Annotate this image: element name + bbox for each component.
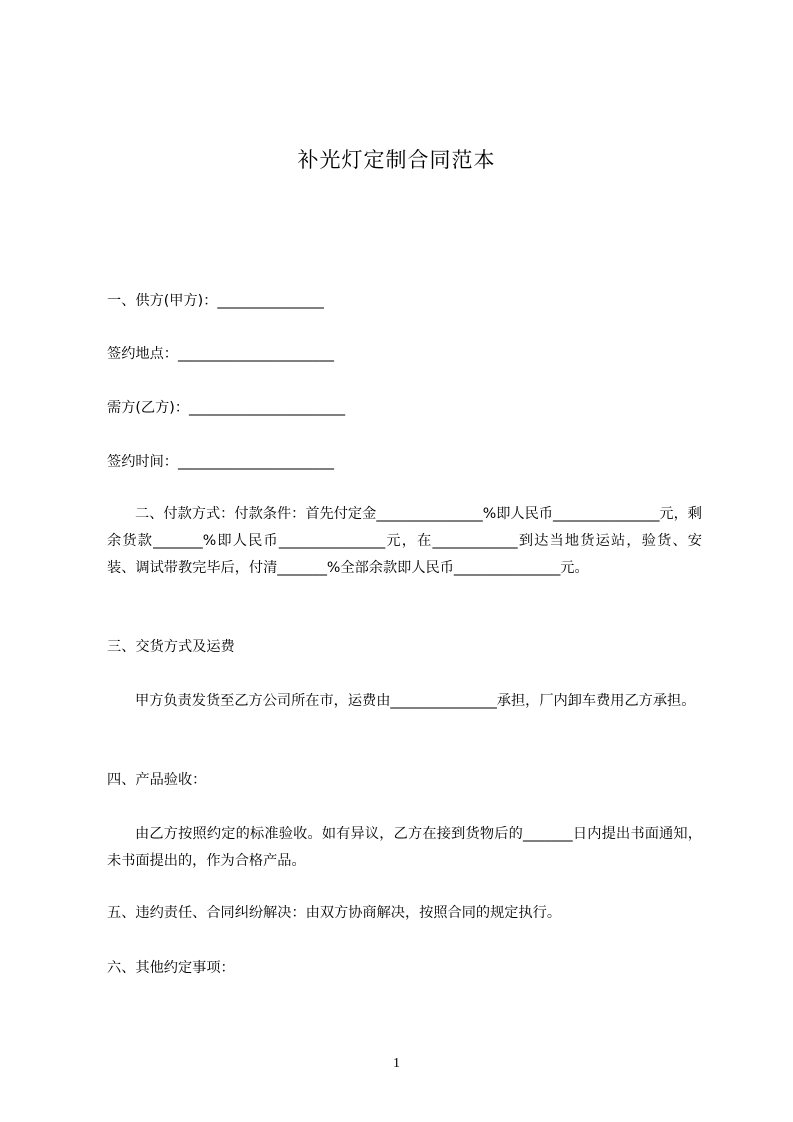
supplier-line: 一、供方(甲方)：_______________ bbox=[107, 293, 324, 309]
delivery-heading: 三、交货方式及运费 bbox=[107, 639, 235, 655]
buyer-line: 需方(乙方)：______________________ bbox=[107, 400, 346, 416]
other-terms-heading: 六、其他约定事项： bbox=[107, 960, 235, 976]
sign-place-line: 签约地点：______________________ bbox=[107, 346, 335, 362]
liability-clause: 五、违约责任、合同纠纷解决：由双方协商解决，按照合同的规定执行。 bbox=[107, 905, 562, 921]
acceptance-heading: 四、产品验收： bbox=[107, 772, 207, 788]
delivery-paragraph: 甲方负责发货至乙方公司所在市，运费由_______________承担，厂内卸车费用乙方承担。 bbox=[135, 693, 696, 709]
acceptance-paragraph: 由乙方按照约定的标准验收。如有异议，乙方在接到货物后的_______日内提出书面通知，未书面提出的，作为合格产品。 bbox=[107, 826, 702, 869]
document-title: 补光灯定制合同范本 bbox=[297, 148, 496, 172]
payment-paragraph: 二、付款方式：付款条件：首先付定金_______________%即人民币_______________元，剩余货款_______%即人民币_______________元，在____________到达当地货运站，验货、安装、调试带教完毕后，付清_______%全部余款即人民币_______________元。 bbox=[107, 506, 702, 576]
page-number: 1 bbox=[393, 1056, 400, 1071]
sign-time-line: 签约时间：______________________ bbox=[107, 454, 335, 470]
